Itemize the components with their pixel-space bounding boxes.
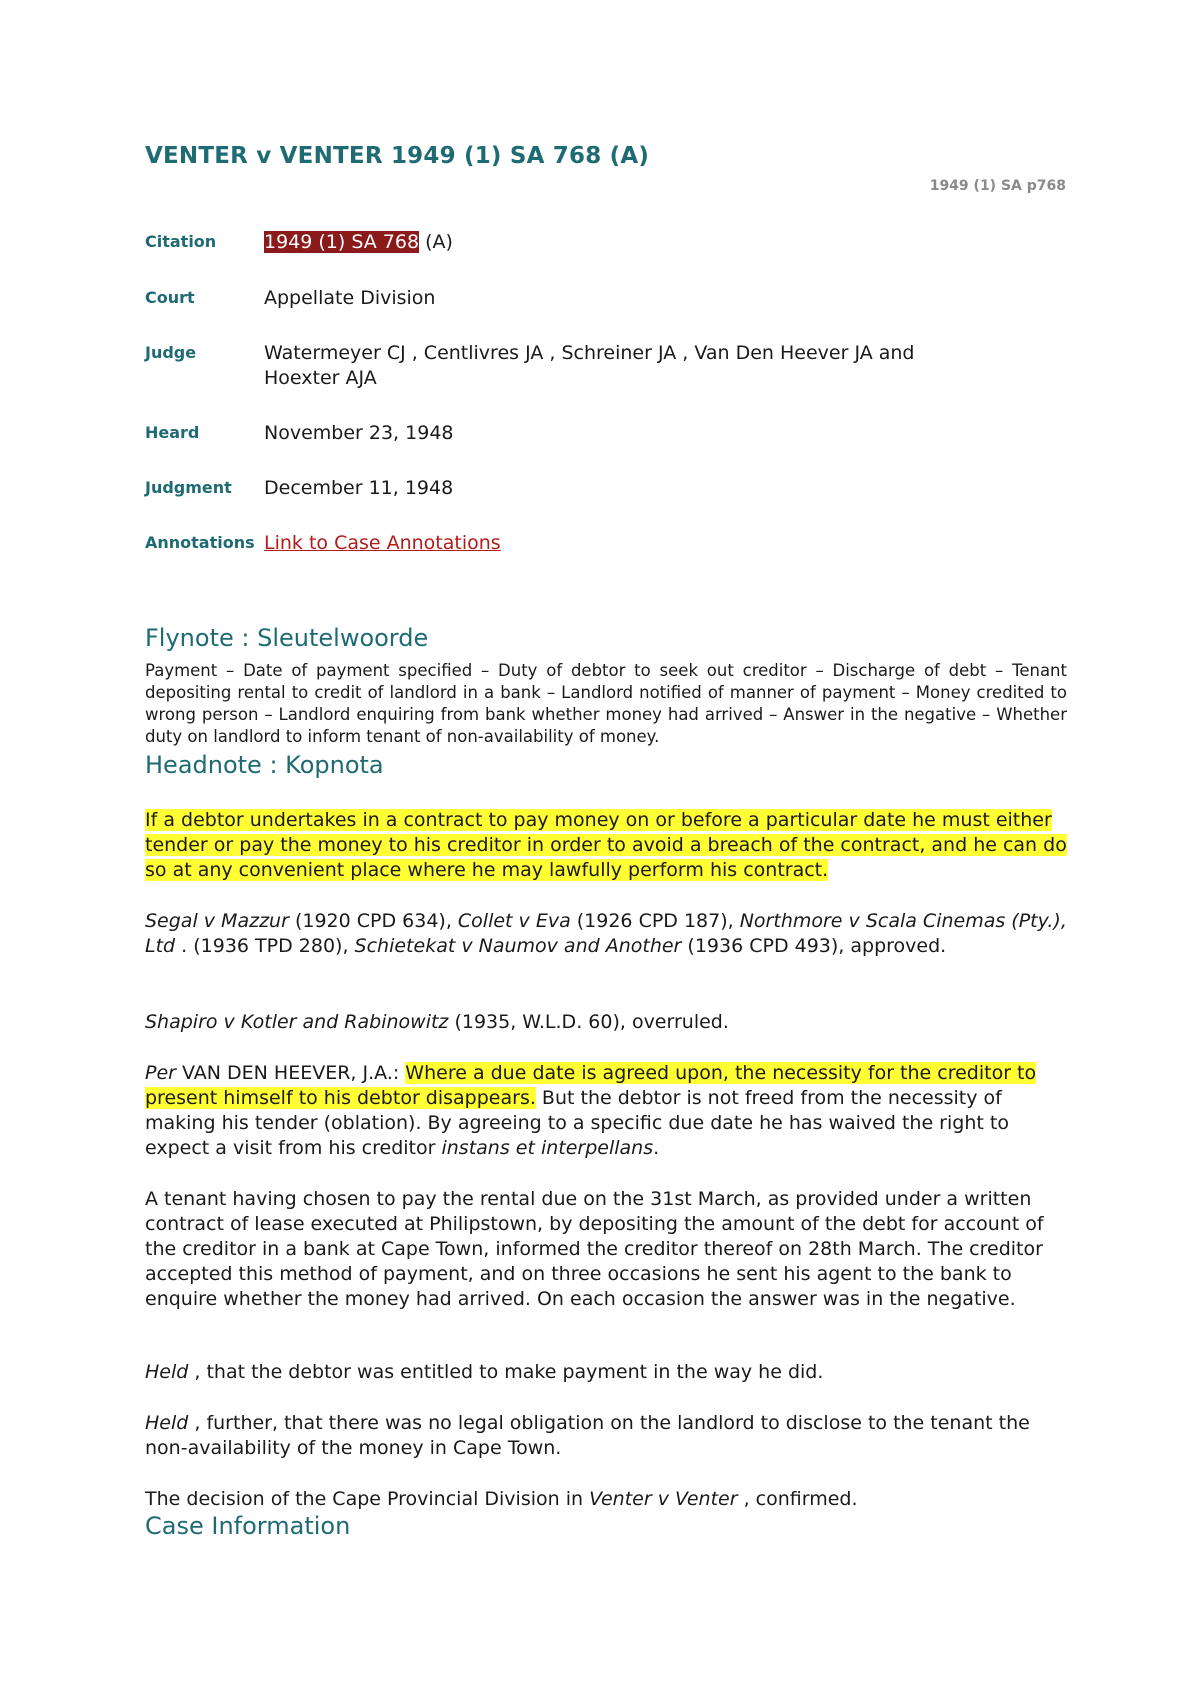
- headnote-paragraph-5: A tenant having chosen to pay the rental due on the 31st March, as provided under a written contract of lease executed at Philipstown, by depositing the amount of the debt for account of the creditor in a bank at Cape Town, informed the creditor thereof on 28th March. The creditor accepted this method of payment, and on three occasions he sent his agent to the bank to enquire whether the money had arrived. On each occasion the answer was in the negative.: [145, 1188, 1044, 1310]
- headnote-heading: Headnote : Kopnota: [145, 751, 384, 779]
- headnote-paragraph-1: [145, 808, 1075, 883]
- judge-label: Judge: [145, 343, 197, 362]
- case-name: Venter v Venter: [589, 1488, 738, 1510]
- citation-suffix: (A): [419, 231, 453, 253]
- case-citation: (1936 CPD 493), approved.: [681, 935, 947, 957]
- body-text: , further, that there was no legal obligation on the landlord to disclose to the tenant the non-availability of the money in Cape Town.: [145, 1412, 1030, 1459]
- case-name: Schietekat v Naumov and Another: [354, 935, 682, 957]
- case-information-heading: Case Information: [145, 1512, 351, 1540]
- case-citation: (1935, W.L.D. 60), overruled.: [448, 1011, 729, 1033]
- judgment-value: December 11, 1948: [264, 477, 454, 499]
- court-label: Court: [145, 288, 195, 307]
- annotations-label: Annotations: [145, 533, 255, 552]
- headnote-paragraph-6: [145, 1360, 1075, 1385]
- headnote-paragraph-7: [145, 1411, 1075, 1461]
- flynote-text: Payment – Date of payment specified – Duty of debtor to seek out creditor – Discharge of debt – Tenant depositing rental to credit of landlord in a bank – Landlord notified of manner of payment – Money credited to wrong person – Landlord enquiring from bank whether money had arrived – Answer in the negative – Whether duty on landlord to inform tenant of non-availability of money.: [145, 661, 1067, 746]
- case-citation: (1920 CPD 634),: [288, 910, 458, 932]
- judge-name: VAN DEN HEEVER, J.A.:: [175, 1062, 406, 1084]
- judge-value: Watermeyer CJ , Centlivres JA , Schreiner JA , Van Den Heever JA and Hoexter AJA: [264, 342, 915, 389]
- case-annotations-link[interactable]: Link to Case Annotations: [264, 532, 501, 554]
- case-title: VENTER v VENTER 1949 (1) SA 768 (A): [145, 143, 650, 169]
- case-name: Segal v Mazzur: [145, 910, 289, 932]
- flynote-heading: Flynote : Sleutelwoorde: [145, 624, 429, 652]
- body-text: The decision of the Cape Provincial Division in: [145, 1488, 590, 1510]
- case-citation: . (1936 TPD 280),: [175, 935, 355, 957]
- case-name: Northmore v Scala Cinemas (Pty.), Ltd: [145, 910, 1067, 957]
- case-name: Shapiro v Kotler and Rabinowitz: [145, 1011, 449, 1033]
- headnote-paragraph-2: [145, 909, 1075, 959]
- period: .: [653, 1137, 660, 1159]
- body-text: , that the debtor was entitled to make payment in the way he did.: [188, 1361, 824, 1383]
- highlighted-text: If a debtor undertakes in a contract to pay money on or before a particular date he must either tender or pay the money to his creditor in order to avoid a breach of the contract, and he can do so at any convenient place where he may lawfully perform his contract.: [145, 809, 1067, 881]
- latin-phrase: instans et interpellans: [441, 1137, 654, 1159]
- citation-highlight: 1949 (1) SA 768: [264, 231, 420, 253]
- heard-value: November 23, 1948: [264, 422, 454, 444]
- citation-label: Citation: [145, 232, 217, 251]
- headnote-paragraph-4: [145, 1061, 1075, 1161]
- body-text: But the debtor is not freed from the necessity of making his tender (oblation). By agreeing to a specific due date he has waived the right to expect a visit from his creditor: [145, 1087, 1009, 1159]
- court-value: Appellate Division: [264, 287, 436, 309]
- heard-label: Heard: [145, 423, 200, 442]
- case-citation: (1926 CPD 187),: [570, 910, 740, 932]
- judgment-label: Judgment: [145, 478, 232, 497]
- citation-value: [264, 230, 1064, 255]
- per-word: Per: [145, 1062, 176, 1084]
- page-reference: 1949 (1) SA p768: [929, 178, 1066, 194]
- body-text: , confirmed.: [737, 1488, 858, 1510]
- held-word: Held: [145, 1361, 189, 1383]
- headnote-paragraph-8: [145, 1487, 1075, 1512]
- held-word: Held: [145, 1412, 189, 1434]
- headnote-paragraph-3: [145, 1010, 1075, 1035]
- highlighted-text: Where a due date is agreed upon, the necessity for the creditor to present himself to his debtor disappears.: [145, 1062, 1037, 1109]
- annotations-value: [264, 531, 1064, 556]
- case-name: Collet v Eva: [457, 910, 571, 932]
